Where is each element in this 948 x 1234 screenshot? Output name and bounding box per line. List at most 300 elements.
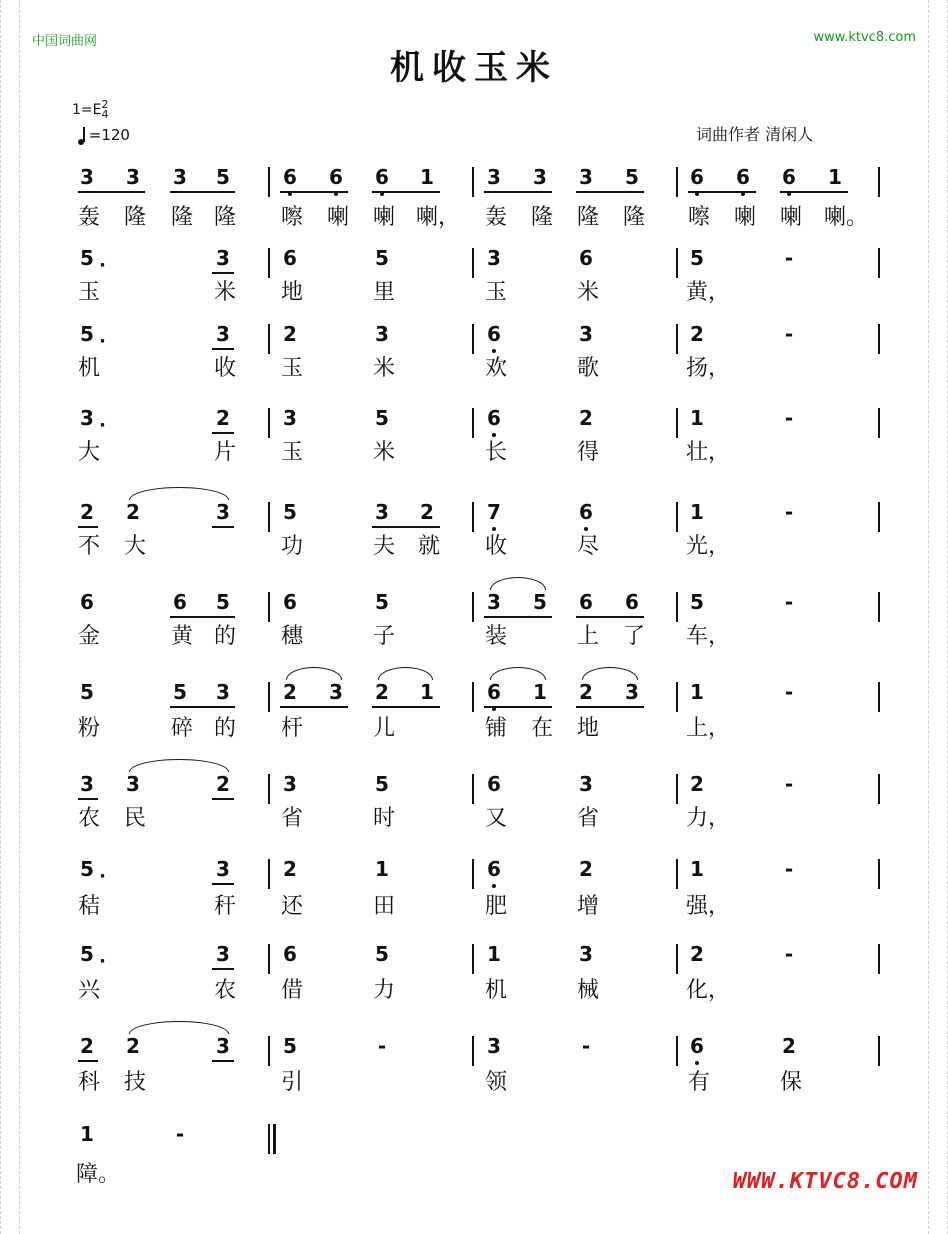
slur-tie (490, 667, 546, 680)
lyric-word: 兴 (77, 978, 100, 1003)
lyric-word: 隆 (530, 205, 553, 230)
augmentation-dot: · (99, 331, 106, 352)
barline (878, 944, 880, 974)
note (123, 1034, 143, 1058)
underline-beam (78, 526, 98, 528)
note (77, 590, 97, 614)
barline (268, 1036, 270, 1066)
note (170, 165, 190, 189)
note-digit: 3 (216, 322, 230, 346)
barline (268, 248, 270, 278)
note-digit: 3 (80, 772, 94, 796)
barline (472, 944, 474, 974)
note (280, 165, 300, 189)
lyric-word: 嚓 (280, 205, 303, 230)
note-digit: 2 (690, 942, 704, 966)
lower-octave-dot (492, 433, 496, 437)
note (372, 1034, 392, 1058)
barline (268, 167, 270, 197)
note-digit: 1 (487, 942, 501, 966)
note (326, 680, 346, 704)
note-digit: 5 (375, 772, 389, 796)
note-digit: 1 (80, 1122, 94, 1146)
note-digit: 2 (579, 680, 593, 704)
note (779, 500, 799, 524)
note-digit: - (784, 500, 794, 524)
note-digit: 3 (579, 165, 593, 189)
note (213, 165, 233, 189)
note-digit: 3 (216, 942, 230, 966)
note-digit: - (784, 680, 794, 704)
lyric-word: 碎 (170, 716, 193, 741)
note-digit: - (175, 1122, 185, 1146)
note-digit: 3 (216, 1034, 230, 1058)
note (484, 942, 504, 966)
lyric-word: 有 (687, 1070, 710, 1095)
underline-beam (78, 1060, 98, 1062)
note (779, 680, 799, 704)
barline (878, 592, 880, 622)
note-digit: 5 (283, 500, 297, 524)
note (170, 680, 190, 704)
lyric-word: 隆 (213, 205, 236, 230)
note-digit: 6 (80, 590, 94, 614)
lyric-word: 地 (280, 280, 303, 305)
lyric-word: 铺 (484, 716, 507, 741)
note (779, 857, 799, 881)
barline (472, 324, 474, 354)
lyric-word: 壮， (686, 440, 731, 465)
note (123, 165, 143, 189)
lyric-word: 喇， (416, 205, 461, 230)
note (779, 165, 799, 189)
barline (268, 502, 270, 532)
lyric-word: 粉 (77, 716, 100, 741)
note (687, 246, 707, 270)
note-digit: 6 (579, 590, 593, 614)
barline (878, 502, 880, 532)
note (484, 590, 504, 614)
note (77, 680, 97, 704)
note-digit: 5 (80, 857, 94, 881)
note (213, 1034, 233, 1058)
note-digit: 1 (375, 857, 389, 881)
note-digit: 5 (80, 680, 94, 704)
lyric-word: 玉 (280, 440, 303, 465)
note (77, 1034, 97, 1058)
note (484, 1034, 504, 1058)
lyric-word: 长 (484, 440, 507, 465)
note (576, 590, 596, 614)
note (576, 857, 596, 881)
note-digit: 3 (216, 246, 230, 270)
note-digit: - (377, 1034, 387, 1058)
barline (676, 944, 678, 974)
note-digit: - (581, 1034, 591, 1058)
barline (472, 859, 474, 889)
note (484, 772, 504, 796)
note (280, 406, 300, 430)
note (576, 246, 596, 270)
note-digit: 1 (690, 680, 704, 704)
note (77, 772, 97, 796)
lyric-word: 就 (417, 534, 440, 559)
note-digit: 3 (487, 246, 501, 270)
underline-beam (372, 706, 440, 708)
note (372, 857, 392, 881)
note-digit: 6 (690, 1034, 704, 1058)
note-digit: 2 (283, 857, 297, 881)
barline (676, 774, 678, 804)
lyric-word: 金 (77, 624, 100, 649)
barline (472, 408, 474, 438)
barline (878, 774, 880, 804)
notation-line (0, 1034, 948, 1095)
site-url-right: www.ktvc8.com (813, 30, 916, 45)
lyric-word: 强， (686, 894, 731, 919)
lyric-word: 科 (77, 1070, 100, 1095)
note-digit: 6 (736, 165, 750, 189)
lyric-word: 机 (77, 356, 100, 381)
time-signature-top: 2 (101, 98, 109, 111)
note (779, 1034, 799, 1058)
barline (268, 592, 270, 622)
note-digit: 6 (375, 165, 389, 189)
notation-line (0, 680, 948, 741)
note-digit: 6 (283, 590, 297, 614)
note-digit: 3 (579, 322, 593, 346)
note (213, 500, 233, 524)
lyric-word: 黄 (170, 624, 193, 649)
slur-tie (378, 667, 433, 680)
note-digit: 3 (80, 165, 94, 189)
lyric-word: 玉 (77, 280, 100, 305)
note (77, 322, 106, 352)
note (687, 590, 707, 614)
note (576, 1034, 596, 1058)
lyric-word: 秸 (77, 894, 100, 919)
note-digit: - (784, 942, 794, 966)
barline (878, 167, 880, 197)
note-digit: 3 (579, 942, 593, 966)
note (213, 590, 233, 614)
note-digit: 1 (828, 165, 842, 189)
barline (676, 502, 678, 532)
lyric-word: 米 (576, 280, 599, 305)
note (779, 406, 799, 430)
note (213, 772, 233, 796)
lyric-word: 的 (213, 716, 236, 741)
lyric-word: 功 (280, 534, 303, 559)
note (622, 680, 642, 704)
note (280, 942, 300, 966)
note-digit: 5 (80, 942, 94, 966)
lyric-word: 保 (779, 1070, 802, 1095)
barline (878, 324, 880, 354)
note (530, 165, 550, 189)
barline (676, 1036, 678, 1066)
lyric-word: 民 (123, 806, 146, 831)
lyric-word: 儿 (372, 716, 395, 741)
note (77, 1122, 97, 1146)
note-digit: 1 (690, 500, 704, 524)
note (372, 772, 392, 796)
lyric-word: 喇 (372, 205, 395, 230)
note-digit: - (784, 772, 794, 796)
note (484, 246, 504, 270)
note-digit: 5 (80, 322, 94, 346)
note-digit: 6 (782, 165, 796, 189)
note-digit: 6 (283, 165, 297, 189)
slur-tie (129, 759, 229, 772)
barline (472, 774, 474, 804)
note-digit: 5 (216, 165, 230, 189)
final-barline-thin (268, 1124, 270, 1154)
barline (878, 682, 880, 712)
note (280, 590, 300, 614)
note (123, 500, 143, 524)
note (779, 942, 799, 966)
underline-beam (212, 798, 234, 800)
lyric-word: 米 (372, 440, 395, 465)
underline-beam (372, 526, 440, 528)
note (77, 406, 106, 436)
lyric-word: 穗 (280, 624, 303, 649)
underline-beam (212, 883, 234, 885)
note (687, 857, 707, 881)
note-digit: 5 (216, 590, 230, 614)
note (687, 406, 707, 430)
lyric-word: 轰 (77, 205, 100, 230)
note-digit: 6 (579, 246, 593, 270)
barline (676, 592, 678, 622)
note (576, 406, 596, 430)
key-signature (72, 100, 108, 120)
underline-beam (576, 706, 644, 708)
note (484, 322, 504, 346)
lyric-word: 技 (123, 1070, 146, 1095)
note (417, 680, 437, 704)
note (530, 590, 550, 614)
note-digit: 2 (579, 857, 593, 881)
note (372, 406, 392, 430)
note (622, 165, 642, 189)
barline (676, 248, 678, 278)
slur-tie (129, 1021, 229, 1034)
notation-line (0, 322, 948, 381)
note-digit: 5 (375, 406, 389, 430)
lyric-word: 扬， (686, 356, 731, 381)
lyric-word: 米 (372, 356, 395, 381)
note (779, 772, 799, 796)
lyric-word: 引 (280, 1070, 303, 1095)
note (687, 1034, 707, 1058)
note (213, 857, 233, 881)
note-digit: 3 (80, 406, 94, 430)
augmentation-dot: · (99, 415, 106, 436)
note (280, 500, 300, 524)
note-digit: 5 (173, 680, 187, 704)
augmentation-dot: · (99, 866, 106, 887)
note-digit: - (784, 406, 794, 430)
notation-line (0, 500, 948, 559)
lyric-word: 玉 (280, 356, 303, 381)
lyric-word: 隆 (622, 205, 645, 230)
note (779, 246, 799, 270)
note-digit: 3 (375, 500, 389, 524)
notation-line (0, 165, 948, 230)
note (213, 322, 233, 346)
note (123, 772, 143, 796)
note-digit: 5 (375, 590, 389, 614)
note-digit: 2 (579, 406, 593, 430)
barline (472, 167, 474, 197)
note (484, 680, 504, 704)
barline (268, 324, 270, 354)
note (213, 406, 233, 430)
lyric-word: 轰 (484, 205, 507, 230)
underline-beam (484, 616, 552, 618)
note (170, 590, 190, 614)
lyric-word: 里 (372, 280, 395, 305)
note-digit: 6 (329, 165, 343, 189)
notation-line (0, 246, 948, 305)
note-digit: 5 (283, 1034, 297, 1058)
note-digit: 6 (487, 772, 501, 796)
underline-beam (212, 272, 234, 274)
barline (676, 859, 678, 889)
note-digit: 6 (283, 246, 297, 270)
note-digit: 2 (283, 680, 297, 704)
note (280, 1034, 300, 1058)
note (530, 680, 550, 704)
note (372, 500, 392, 524)
underline-beam (212, 348, 234, 350)
underline-beam (780, 191, 848, 193)
note-digit: 5 (80, 246, 94, 270)
note-digit: 1 (420, 680, 434, 704)
note-digit: 3 (579, 772, 593, 796)
lyric-word: 夫 (372, 534, 395, 559)
lyric-word: 玉 (484, 280, 507, 305)
barline (676, 167, 678, 197)
note-digit: 2 (80, 1034, 94, 1058)
lyric-word: 了 (622, 624, 645, 649)
barline (878, 859, 880, 889)
lyric-word: 上 (576, 624, 599, 649)
note-digit: 6 (283, 942, 297, 966)
note-digit: 2 (80, 500, 94, 524)
note (372, 165, 392, 189)
note-digit: 3 (283, 772, 297, 796)
note-digit: 5 (533, 590, 547, 614)
note (622, 590, 642, 614)
author-credit: 词曲作者 清闲人 (696, 125, 814, 144)
note (326, 165, 346, 189)
lyric-word: 上， (686, 716, 731, 741)
lyric-word: 大 (123, 534, 146, 559)
note-digit: 3 (173, 165, 187, 189)
note-digit: 2 (375, 680, 389, 704)
note-digit: 7 (487, 500, 501, 524)
barline (268, 944, 270, 974)
lower-octave-dot (695, 1061, 699, 1065)
lower-octave-dot (492, 884, 496, 888)
augmentation-dot: · (99, 951, 106, 972)
barline (268, 774, 270, 804)
note-digit: 3 (126, 772, 140, 796)
underline-beam (576, 616, 644, 618)
slur-tie (129, 487, 229, 500)
time-signature (101, 100, 108, 120)
notation-line (0, 772, 948, 831)
note (576, 500, 596, 524)
note (280, 772, 300, 796)
note-digit: 5 (690, 246, 704, 270)
final-barline-thick (273, 1124, 276, 1154)
barline (878, 248, 880, 278)
tempo-value: =120 (88, 126, 130, 144)
note (576, 942, 596, 966)
underline-beam (484, 191, 552, 193)
lyric-word: 领 (484, 1070, 507, 1095)
lyric-word: 喇 (733, 205, 756, 230)
lyric-word: 秆 (213, 894, 236, 919)
tempo-marking (78, 126, 130, 144)
lower-octave-dot (492, 527, 496, 531)
barline (472, 1036, 474, 1066)
note (779, 322, 799, 346)
song-title: 机收玉米 (390, 48, 558, 88)
note-digit: 2 (420, 500, 434, 524)
lyric-word: 农 (213, 978, 236, 1003)
notation-line (0, 406, 948, 465)
note-digit: 5 (690, 590, 704, 614)
barline (268, 408, 270, 438)
lyric-word: 械 (576, 978, 599, 1003)
brand-watermark: WWW.KTVC8.COM (732, 1169, 918, 1194)
lyric-word: 机 (484, 978, 507, 1003)
lyric-word: 又 (484, 806, 507, 831)
note (417, 165, 437, 189)
lyric-word: 障。 (76, 1162, 121, 1187)
notation-line (0, 857, 948, 919)
lyric-word: 大 (77, 440, 100, 465)
underline-beam (280, 191, 348, 193)
note (372, 680, 392, 704)
lyric-word: 装 (484, 624, 507, 649)
underline-beam (78, 798, 98, 800)
note-digit: 6 (625, 590, 639, 614)
lyric-word: 收 (213, 356, 236, 381)
note (484, 165, 504, 189)
key-label: 1=E (72, 102, 102, 118)
note (280, 857, 300, 881)
note (687, 500, 707, 524)
note-digit: - (784, 322, 794, 346)
note (77, 500, 97, 524)
note-digit: 6 (487, 406, 501, 430)
barline (878, 1036, 880, 1066)
lyric-word: 还 (280, 894, 303, 919)
note-digit: 1 (690, 857, 704, 881)
lyric-word: 黄， (686, 280, 731, 305)
underline-beam (576, 191, 644, 193)
note-digit: 5 (375, 246, 389, 270)
lyric-word: 光， (686, 534, 731, 559)
note-digit: 2 (216, 772, 230, 796)
note-digit: - (784, 590, 794, 614)
